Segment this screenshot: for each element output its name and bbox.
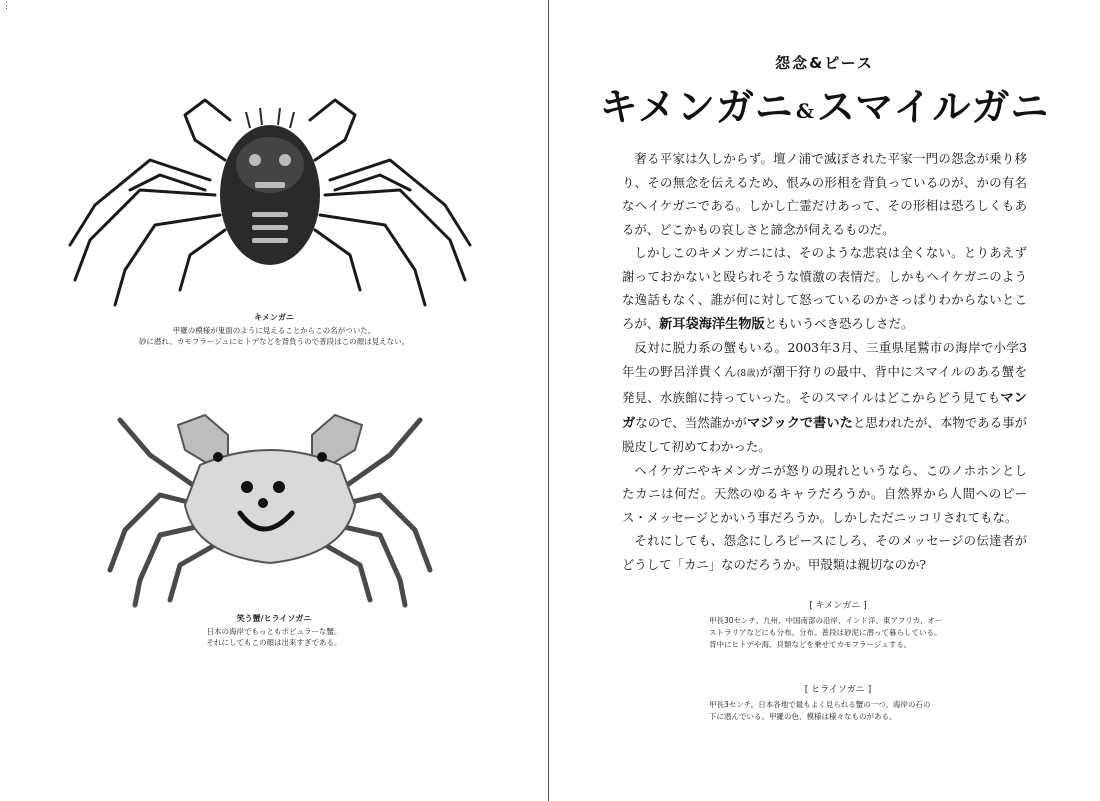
caption-title: キメンガニ — [254, 313, 294, 322]
smile-nose — [258, 498, 268, 508]
paragraph — [622, 336, 1027, 459]
title-part-1: キメンガニ — [599, 84, 794, 129]
text-run: なので、当然誰かが — [635, 414, 747, 430]
note-heading: [ キメンガニ ] — [809, 601, 867, 611]
note-line: 下に潜んでいる。甲羅の色、模様は様々なものがある。 — [709, 712, 897, 721]
note-line: 甲長30センチ。九州、中国南部の沿岸、インド洋、東アフリカ、オー — [709, 616, 943, 625]
paragraph — [622, 459, 1027, 530]
text-run: と思われたが、本物である事が脱皮して初めてわかった。 — [622, 414, 1028, 454]
caption-line: それにしてもこの顔は出来すぎである。 — [206, 638, 342, 647]
text-run: それにしても、怨念にしろピースにしろ、そのメッセージの伝達者がどうして「カニ」なのだろうか。甲殻類は親切なのか? — [622, 533, 1027, 572]
section-kicker: 怨念&ピース — [775, 54, 874, 72]
hiraisogani-caption — [124, 613, 424, 648]
left-page — [0, 0, 548, 801]
right-page — [549, 0, 1100, 801]
text-run: しかしこのキメンガニには、そのような悲哀は全くない。とりあえず謝っておかないと殴られそうな憤激の表情だ。しかもヘイケガニのような逸話もなく、誰が何に対して怒っているのかさっぱりわからないところが、 — [622, 245, 1027, 331]
note-line: ストラリアなどにも分布。分布。普段は砂泥に潜って暮らしている。 — [709, 628, 942, 637]
body-text — [622, 147, 1027, 576]
caption-line: 砂に潜れ、カモフラージュにヒトデなどを背負うので普段はこの顔は見えない。 — [138, 337, 410, 346]
page-title — [549, 76, 1100, 131]
note-line: 甲長3センチ。日本各地で最もよく見られる蟹の一つ。海岸の石の — [709, 700, 931, 709]
caption-line: 甲羅の模様が鬼面のように見えることからこの名がついた。 — [172, 326, 376, 335]
paragraph — [622, 147, 1027, 241]
crop-marks: ⋮ — [2, 1, 11, 11]
note-line: 背中にヒトデや海、貝類などを乗せてカモフラージュする。 — [709, 640, 912, 649]
note-heading: [ ヒライソガニ ] — [804, 685, 872, 695]
text-run: 反対に脱力系の蟹もいる。2003年3月、三重県尾鷲市の海岸で小学3年生の野呂洋貴くん — [622, 340, 1027, 379]
emphasis-text: マジックで書いた — [746, 415, 853, 431]
text-run: が潮干狩りの最中、背中にスマイルのある蟹を発見、水族館に持っていった。そのスマイルはどこからどう見ても — [622, 363, 1027, 405]
caption-title: 笑う蟹/ヒライソガニ — [236, 614, 312, 623]
paragraph — [622, 241, 1027, 336]
title-part-2: スマイルガニ — [816, 84, 1050, 129]
species-note-hiraisogani — [709, 682, 967, 723]
emphasis-text: 新耳袋海洋生物版 — [659, 316, 765, 332]
title-ampersand: & — [795, 98, 815, 123]
text-run: ともいうべき恐ろしさだ。 — [764, 315, 914, 331]
paragraph — [622, 529, 1027, 576]
text-run: 奢る平家は久しからず。壇ノ浦で滅ぼされた平家一門の怨念が乗り移り、その無念を伝えるため、恨みの形相を背負っているのが、かの有名なヘイケガニである。しかし亡霊だけあって、その形相は恐ろしくもあるが、どこかもの哀しさと諦念が伺えるものだ。 — [622, 151, 1027, 237]
caption-line: 日本の海岸でもっともポピュラーな蟹。 — [206, 627, 342, 636]
age-note: (8歳) — [736, 368, 760, 379]
species-note-kimengani — [709, 598, 967, 651]
text-run: ヘイケガニやキメンガニが怒りの現れというなら、このノホホンとしたカニは何だ。天然のゆるキャラだろうか。自然界から人間へのピース・メッセージとかいう事だろうか。しかしただニッコリされてもな。 — [622, 462, 1027, 525]
kimengani-illustration — [0, 0, 548, 320]
kimengani-caption — [100, 312, 448, 347]
smile-eye-left — [241, 481, 253, 493]
emphasis-text: マンガ — [622, 391, 1027, 431]
smile-eye-right — [273, 481, 285, 493]
hiraisogani-illustration — [0, 395, 548, 615]
